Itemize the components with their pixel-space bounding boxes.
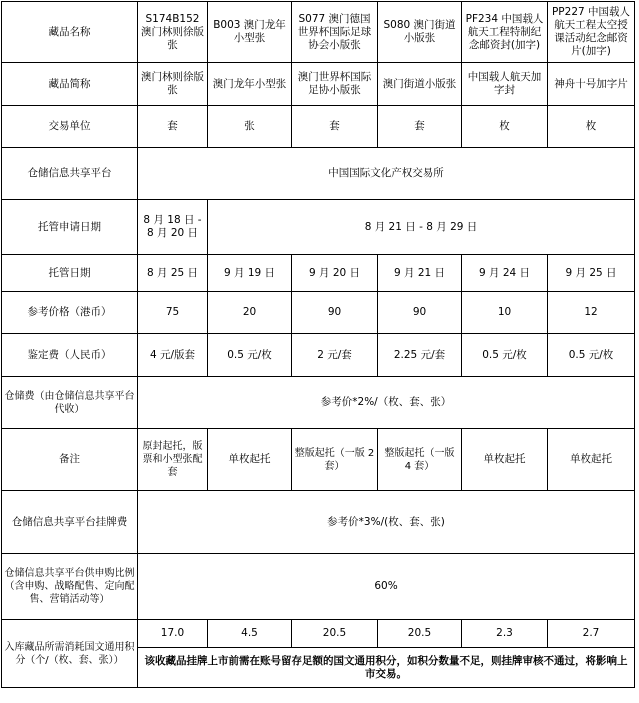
name-cell: PF234 中国载人航天工程特制纪念邮资封(加字) (462, 2, 548, 63)
short-cell: 澳门林则徐版张 (138, 63, 208, 106)
unit-cell: 套 (292, 106, 378, 148)
listing-value: 参考价*3%/(枚、套、张) (138, 491, 635, 554)
label-remark: 备注 (2, 429, 138, 491)
short-cell: 澳门街道小版张 (378, 63, 462, 106)
price-cell: 10 (462, 292, 548, 334)
label-short: 藏品简称 (2, 63, 138, 106)
label-appraisal: 鉴定费（人民币） (2, 334, 138, 377)
points-cell: 20.5 (378, 620, 462, 648)
name-cell: B003 澳门龙年小型张 (208, 2, 292, 63)
info-table (1, 1, 635, 688)
appraisal-cell: 4 元/版套 (138, 334, 208, 377)
label-points: 入库藏品所需消耗国文通用积分（个/（枚、套、张）） (2, 620, 138, 688)
row-price (2, 292, 635, 334)
custody-cell: 8 月 25 日 (138, 255, 208, 292)
appraisal-cell: 2 元/套 (292, 334, 378, 377)
row-name (2, 2, 635, 63)
unit-cell: 套 (378, 106, 462, 148)
custody-cell: 9 月 21 日 (378, 255, 462, 292)
price-cell: 90 (378, 292, 462, 334)
custody-cell: 9 月 24 日 (462, 255, 548, 292)
points-cell: 2.3 (462, 620, 548, 648)
price-cell: 75 (138, 292, 208, 334)
row-unit (2, 106, 635, 148)
remark-cell: 单枚起托 (548, 429, 635, 491)
row-platform (2, 148, 635, 200)
price-cell: 90 (292, 292, 378, 334)
points-cell: 17.0 (138, 620, 208, 648)
platform-value: 中国国际文化产权交易所 (138, 148, 635, 200)
name-cell: PP227 中国载人航天工程太空授课活动纪念邮资片(加字) (548, 2, 635, 63)
name-cell: S174B152 澳门林则徐版张 (138, 2, 208, 63)
points-cell: 2.7 (548, 620, 635, 648)
short-cell: 中国载人航天加字封 (462, 63, 548, 106)
row-apply (2, 200, 635, 255)
points-note: 该收藏品挂牌上市前需在账号留存足额的国文通用积分，如积分数量不足，则挂牌审核不通过，将影响上市交易。 (138, 648, 635, 688)
apply-rest: 8 月 21 日 - 8 月 29 日 (208, 200, 635, 255)
label-subscription: 仓储信息共享平台供申购比例（含申购、战略配售、定向配售、营销活动等） (2, 554, 138, 620)
label-platform: 仓储信息共享平台 (2, 148, 138, 200)
remark-cell: 整版起托（一版 2 套） (292, 429, 378, 491)
row-subscription (2, 554, 635, 620)
appraisal-cell: 2.25 元/套 (378, 334, 462, 377)
custody-cell: 9 月 19 日 (208, 255, 292, 292)
short-cell: 澳门世界杯国际足协小版张 (292, 63, 378, 106)
short-cell: 神舟十号加字片 (548, 63, 635, 106)
unit-cell: 枚 (462, 106, 548, 148)
row-storage (2, 377, 635, 429)
appraisal-cell: 0.5 元/枚 (208, 334, 292, 377)
custody-cell: 9 月 25 日 (548, 255, 635, 292)
price-cell: 20 (208, 292, 292, 334)
custody-cell: 9 月 20 日 (292, 255, 378, 292)
row-listing (2, 491, 635, 554)
unit-cell: 张 (208, 106, 292, 148)
points-cell: 4.5 (208, 620, 292, 648)
name-cell: S077 澳门德国世界杯国际足球协会小版张 (292, 2, 378, 63)
label-name: 藏品名称 (2, 2, 138, 63)
unit-cell: 枚 (548, 106, 635, 148)
appraisal-cell: 0.5 元/枚 (548, 334, 635, 377)
points-cell: 20.5 (292, 620, 378, 648)
label-unit: 交易单位 (2, 106, 138, 148)
storage-value: 参考价*2%/（枚、套、张） (138, 377, 635, 429)
remark-cell: 原封起托，版票和小型张配套 (138, 429, 208, 491)
row-custody (2, 255, 635, 292)
remark-cell: 单枚起托 (208, 429, 292, 491)
apply-first: 8 月 18 日 - 8 月 20 日 (138, 200, 208, 255)
label-storage: 仓储费（由仓储信息共享平台代收） (2, 377, 138, 429)
row-short (2, 63, 635, 106)
remark-cell: 整版起托（一版 4 套） (378, 429, 462, 491)
short-cell: 澳门龙年小型张 (208, 63, 292, 106)
label-apply: 托管申请日期 (2, 200, 138, 255)
price-cell: 12 (548, 292, 635, 334)
remark-cell: 单枚起托 (462, 429, 548, 491)
row-points (2, 620, 635, 648)
label-price: 参考价格（港币） (2, 292, 138, 334)
label-custody: 托管日期 (2, 255, 138, 292)
unit-cell: 套 (138, 106, 208, 148)
appraisal-cell: 0.5 元/枚 (462, 334, 548, 377)
name-cell: S080 澳门街道小版张 (378, 2, 462, 63)
label-listing: 仓储信息共享平台挂牌费 (2, 491, 138, 554)
row-remark (2, 429, 635, 491)
subscription-value: 60% (138, 554, 635, 620)
row-appraisal (2, 334, 635, 377)
